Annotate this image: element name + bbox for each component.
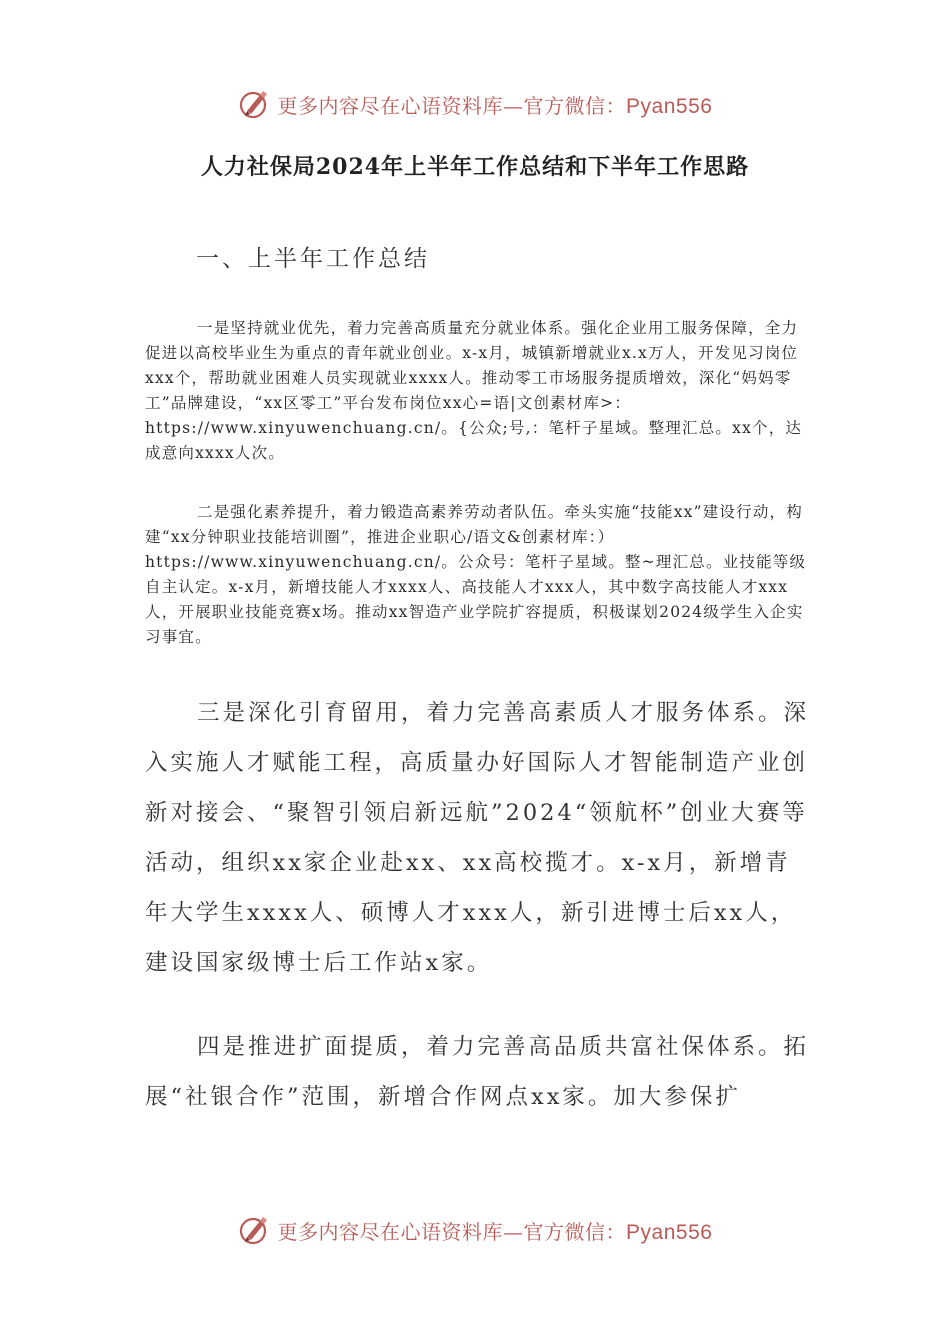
document-title: 人力社保局2024年上半年工作总结和下半年工作思路	[200, 154, 750, 180]
banner-account: Pyan556	[626, 94, 713, 118]
paragraph-1: 一是坚持就业优先，着力完善高质量充分就业体系。强化企业用工服务保障，全力促进以高校毕业生为重点的青年就业创业。x-x月，城镇新增就业x.x万人，开发见习岗位xxx个，帮助就业困难人员实现就业xxxx人。推动零工市场服务提质增效，深化“妈妈零工”品牌建设，“xx区零工”平台发布岗位xx心=语|文创素材库>：https://www.xinyuwenchuang.cn/。{公众;号,：笔杆子星域。整理汇总。xx个，达成意向xxxx人次。	[145, 319, 803, 462]
banner-account: Pyan556	[626, 1220, 713, 1244]
header-banner	[0, 82, 950, 126]
pen-logo-icon	[238, 87, 272, 121]
pen-logo-icon	[238, 1213, 272, 1247]
paragraph-2: 二是强化素养提升，着力锻造高素养劳动者队伍。牵头实施“技能xx”建设行动，构建“xx分钟职业技能培训圈”，推进企业职心/语文&创素材库：）https://www.xinyuwenchuang.cn/。公众号：笔杆子星域。整~理汇总。业技能等级自主认定。x-x月，新增技能人才xxxx人、高技能人才xxx人，其中数字高技能人才xxx人，开展职业技能竞赛x场。推动xx智造产业学院扩容提质，积极谋划2024级学生入企实习事宜。	[145, 503, 807, 646]
paragraph-4: 四是推进扩面提质，着力完善高品质共富社保体系。拓展“社银合作”范围，新增合作网点xx家。加大参保扩	[145, 1034, 810, 1110]
footer-banner	[0, 1208, 950, 1252]
banner-text: 更多内容尽在心语资料库—官方微信：Pyan556	[277, 93, 713, 118]
paragraph-3: 三是深化引育留用，着力完善高素质人才服务体系。深入实施人才赋能工程，高质量办好国际人才智能制造产业创新对接会、“聚智引领启新远航”2024“领航杯”创业大赛等活动，组织xx家企业赴xx、xx高校揽才。x-x月，新增青年大学生xxxx人、硕博人才xxx人，新引进博士后xx人，建设国家级博士后工作站x家。	[145, 700, 810, 976]
section-heading: 一、上半年工作总结	[196, 246, 430, 272]
banner-text: 更多内容尽在心语资料库—官方微信：Pyan556	[277, 1219, 713, 1244]
